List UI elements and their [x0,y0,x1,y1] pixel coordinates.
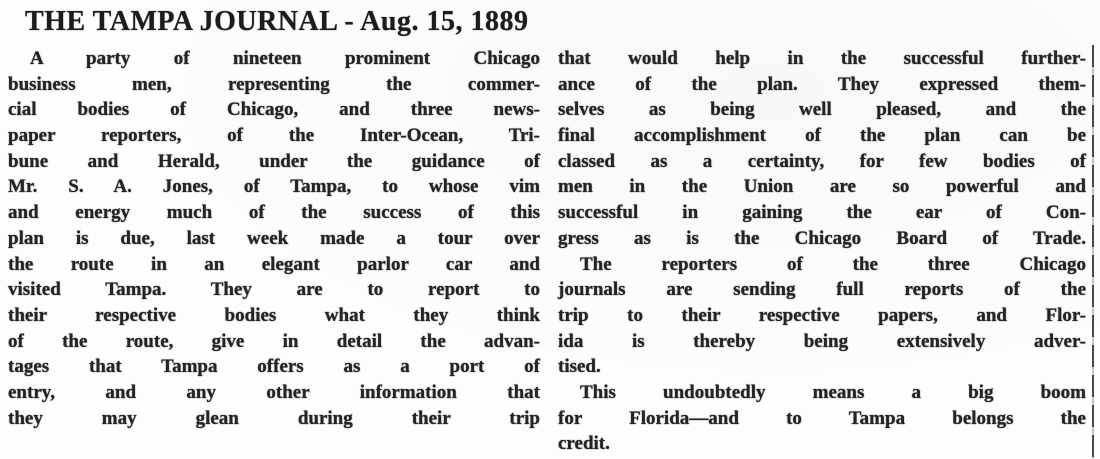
masthead-title: THE TAMPA JOURNAL - Aug. 15, 1889 [25,6,529,37]
article-line: of the route, give in detail the advan- [8,330,540,352]
article-line: men in the Union are so powerful and [558,176,1086,198]
article-line: A party of nineteen prominent Chicago [30,48,540,69]
article-line: they may glean during their trip [8,407,540,429]
article-line: tised. [558,356,601,378]
article-line: paper reporters, of the Inter-Ocean, Tri- [8,125,540,147]
article-line: classed as a certainty, for few bodies of [558,150,1086,172]
article-column-right [558,46,1086,457]
article-line: journals are sending full reports of the [558,279,1086,301]
article-line: tages that Tampa offers as a port of [8,356,540,378]
article-line: visited Tampa. They are to report to [8,279,540,301]
article-column-left [8,46,540,431]
article-line: ida is thereby being extensively adver- [558,330,1086,352]
column-rule-divider [1092,45,1094,459]
article-line: that would help in the successful further- [558,48,1086,69]
article-line: bune and Herald, under the guidance of [8,150,540,172]
article-line: cial bodies of Chicago, and three news- [8,99,540,121]
article-line: the route in an elegant parlor car and [8,253,540,275]
article-line: entry, and any other information that [8,381,540,403]
article-line: Mr. S. A. Jones, of Tampa, to whose vim [8,176,540,198]
article-line: plan is due, last week made a tour over [8,227,540,249]
article-line: trip to their respective papers, and Flor- [558,304,1086,326]
article-line: This undoubtedly means a big boom [580,381,1086,403]
article-line: and energy much of the success of this [8,202,540,224]
article-line: credit. [558,433,610,455]
article-line: gress as is the Chicago Board of Trade. [558,227,1086,249]
article-line: ance of the plan. They expressed them- [558,73,1086,95]
article-line: The reporters of the three Chicago [580,253,1086,275]
article-line: selves as being well pleased, and the [558,99,1086,121]
article-line: successful in gaining the ear of Con- [558,202,1086,224]
article-line: final accomplishment of the plan can be [558,125,1086,147]
article-line: their respective bodies what they think [8,304,540,326]
article-line: business men, representing the commer- [8,73,540,95]
article-line: for Florida—and to Tampa belongs the [558,407,1086,429]
